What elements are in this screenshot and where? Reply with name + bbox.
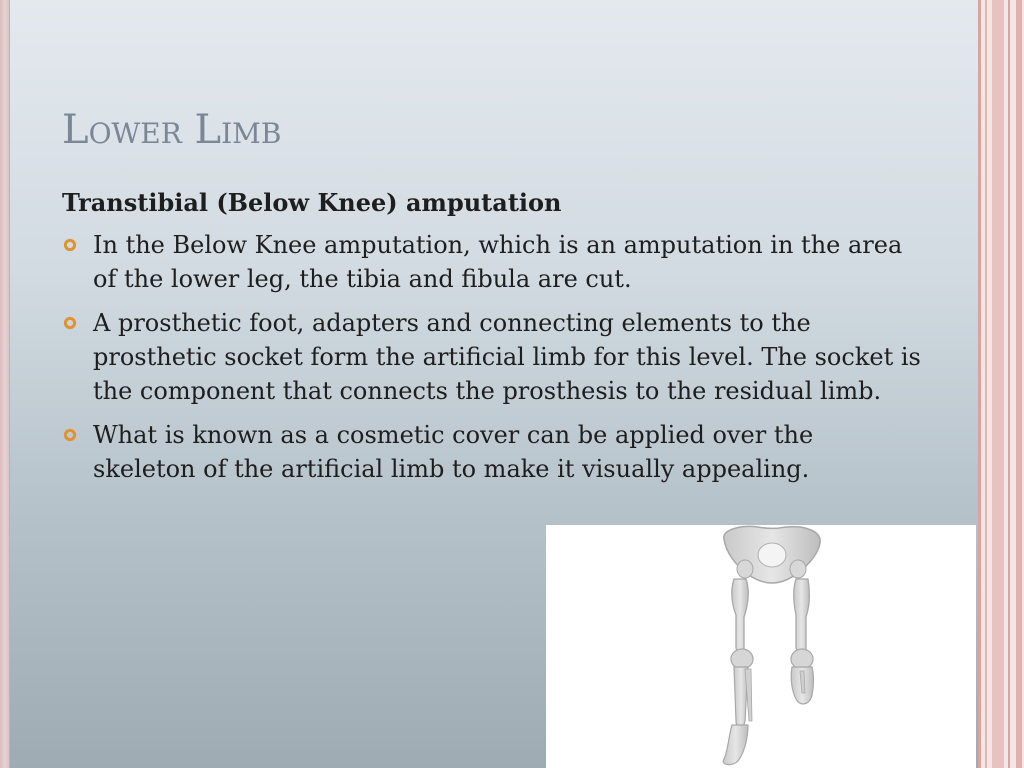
left-edge-border [0,0,10,768]
ring-bullet-icon [63,428,77,442]
subheading: Transtibial (Below Knee) amputation [62,188,562,217]
list-item [62,306,922,408]
bullet-text: In the Below Knee amputation, which is an amputation in the area of the lower leg, the tibia and fibula are cut. [93,231,903,293]
bullet-text: What is known as a cosmetic cover can be applied over the skeleton of the artificial limb to make it visually appealing. [93,421,814,483]
ring-bullet-icon [63,316,77,330]
skeleton-lower-limb-icon [546,525,976,768]
lower-limb-figure [546,525,976,768]
bullet-text: A prosthetic foot, adapters and connecting elements to the prosthetic socket form the artificial limb for this level. The socket is the component that connects the prosthesis to the residual limb. [93,309,921,405]
ring-bullet-icon [63,238,77,252]
slide-title: Lower Limb [62,107,282,153]
list-item [62,418,922,486]
slide-content [62,186,922,496]
bullet-list [62,228,922,486]
right-decorative-border [978,0,1024,768]
list-item [62,228,922,296]
